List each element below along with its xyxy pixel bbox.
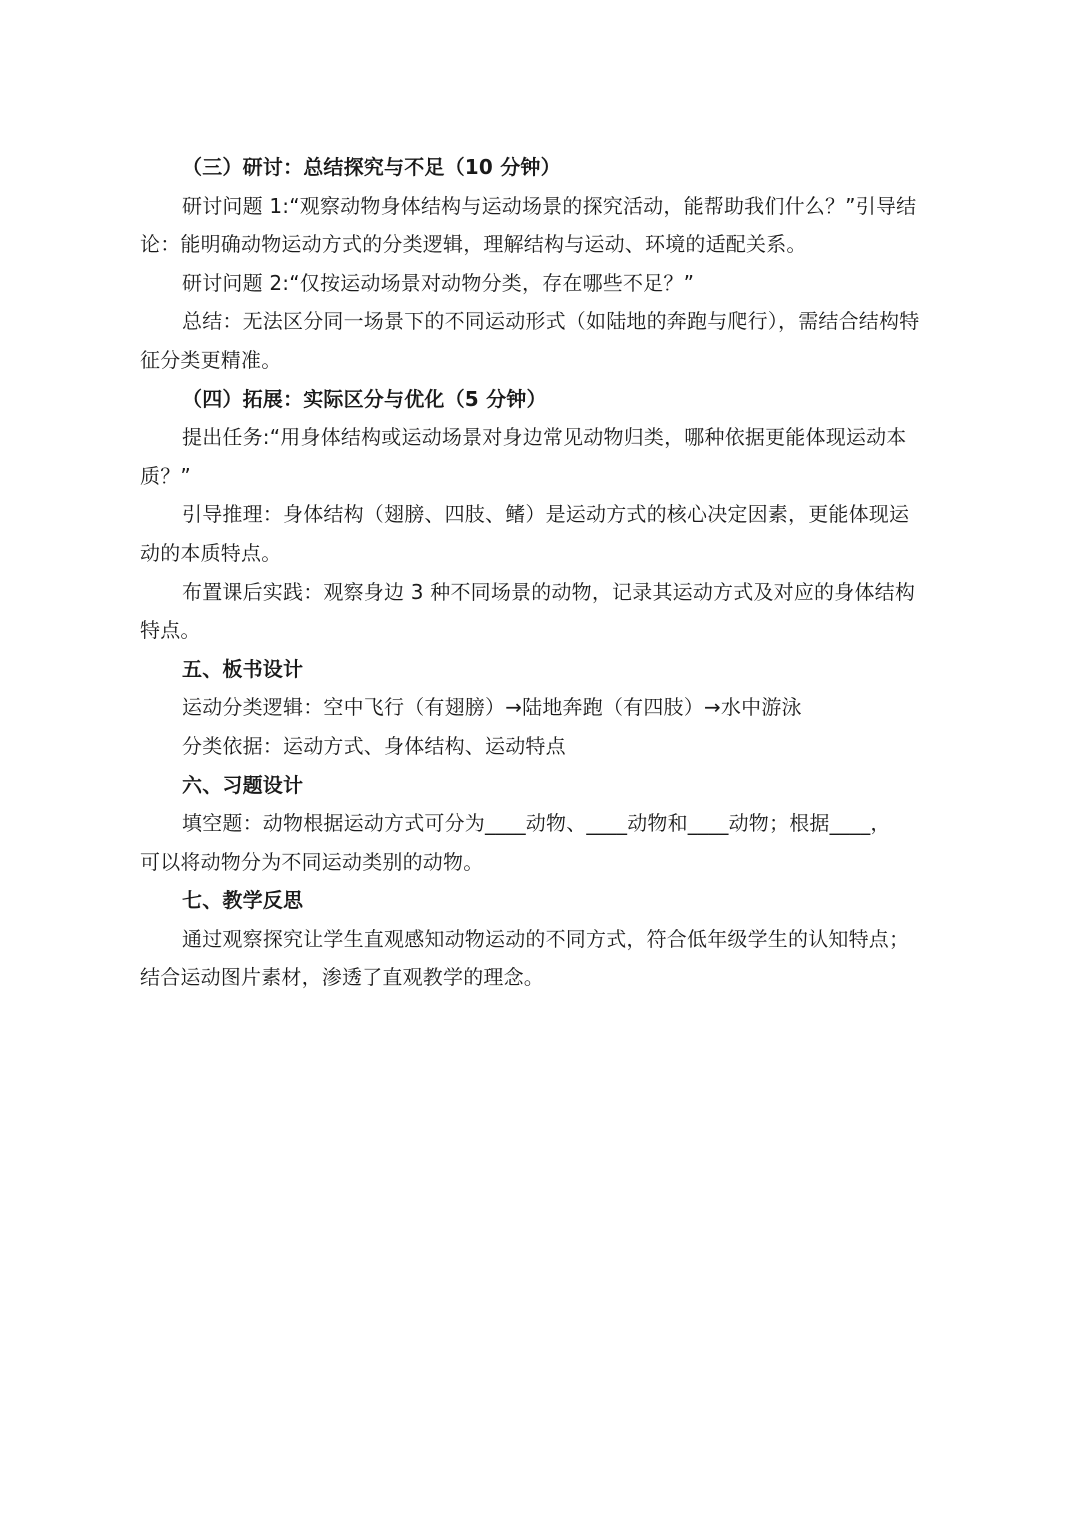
document-page — [140, 148, 940, 997]
board-logic: 运动分类逻辑：空中飞行（有翅膀）→陆地奔跑（有四肢）→水中游泳 — [182, 695, 802, 720]
fill-blank-line-1: 填空题：动物根据运动方式可分为____动物、____动物和____动物；根据____， — [182, 811, 891, 836]
task-line-2: 质？” — [140, 463, 191, 488]
discussion-question-1-line-2: 论：能明确动物运动方式的分类逻辑，理解结构与运动、环境的适配关系。 — [140, 232, 807, 257]
reflection-line-1: 通过观察探究让学生直观感知动物运动的不同方式，符合低年级学生的认知特点； — [182, 926, 910, 951]
section-6-heading: 六、习题设计 — [182, 772, 304, 797]
discussion-question-2: 研讨问题 2:“仅按运动场景对动物分类，存在哪些不足？” — [182, 270, 695, 295]
homework-line-2: 特点。 — [140, 618, 201, 643]
reasoning-line-1: 引导推理：身体结构（翅膀、四肢、鳍）是运动方式的核心决定因素，更能体现运 — [182, 502, 910, 527]
section-4-heading: （四）拓展：实际区分与优化（5 分钟） — [182, 386, 547, 411]
fill-blank-line-2: 可以将动物分为不同运动类别的动物。 — [140, 849, 484, 874]
section-3-heading: （三）研讨：总结探究与不足（10 分钟） — [182, 155, 561, 179]
summary-line-1: 总结：无法区分同一场景下的不同运动形式（如陆地的奔跑与爬行），需结合结构特 — [182, 309, 920, 334]
section-7-heading: 七、教学反思 — [182, 888, 304, 913]
board-basis: 分类依据：运动方式、身体结构、运动特点 — [182, 733, 566, 758]
reflection-line-2: 结合运动图片素材，渗透了直观教学的理念。 — [140, 965, 544, 990]
section-5-heading: 五、板书设计 — [182, 656, 304, 681]
discussion-question-1-line-1: 研讨问题 1:“观察动物身体结构与运动场景的探究活动，能帮助我们什么？”引导结 — [182, 193, 917, 218]
reasoning-line-2: 动的本质特点。 — [140, 540, 282, 565]
homework-line-1: 布置课后实践：观察身边 3 种不同场景的动物，记录其运动方式及对应的身体结构 — [182, 579, 916, 604]
summary-line-2: 征分类更精准。 — [140, 347, 282, 372]
task-line-1: 提出任务:“用身体结构或运动场景对身边常见动物归类，哪种依据更能体现运动本 — [182, 425, 907, 450]
